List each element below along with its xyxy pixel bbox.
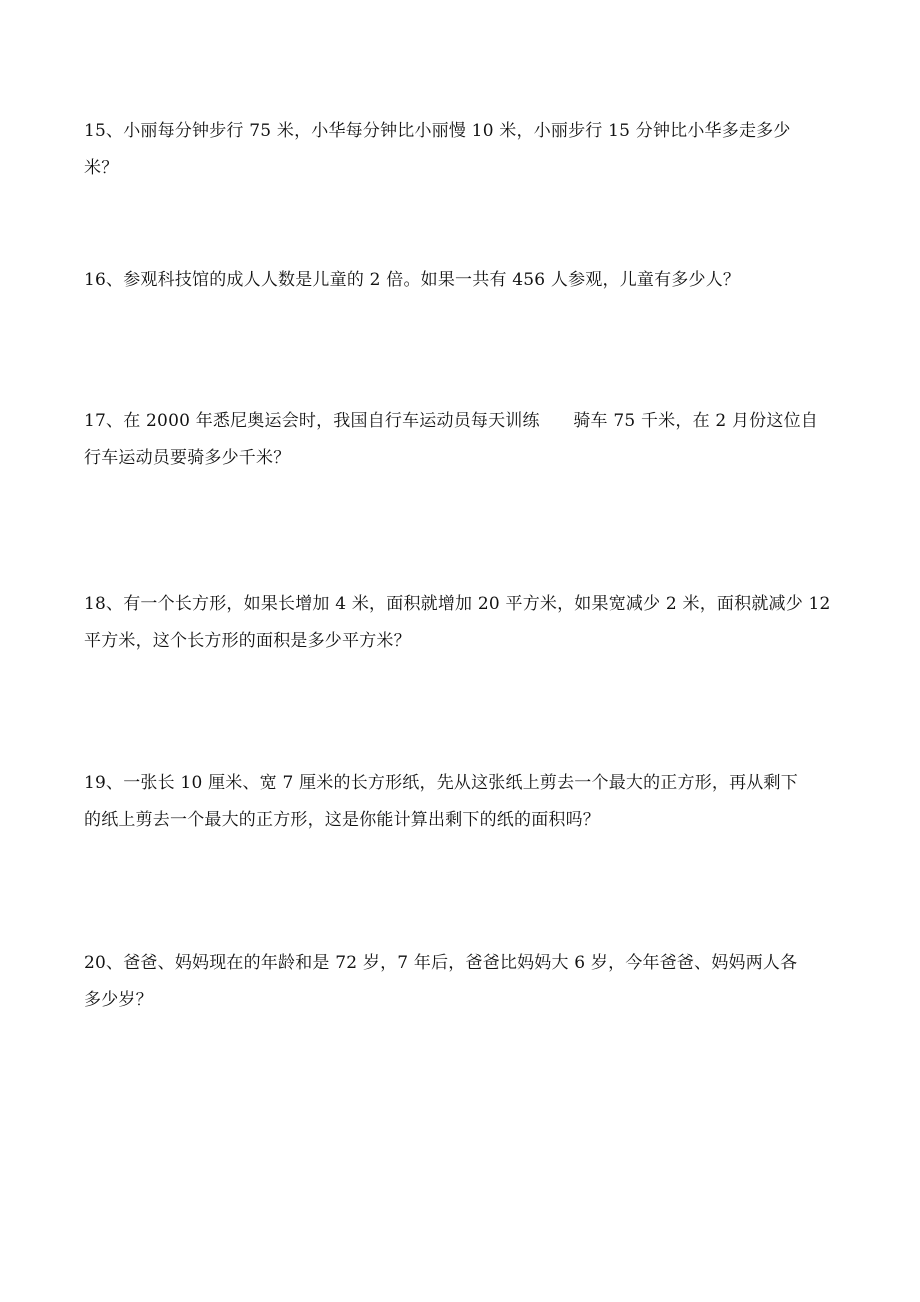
problem-20-line-2: 多少岁？ <box>84 990 153 1010</box>
problem-16-line-1: 16、参观科技馆的成人人数是儿童的 2 倍。如果一共有 456 人参观，儿童有多少人？ <box>84 270 741 290</box>
problem-18-line-2: 平方米，这个长方形的面积是多少平方米？ <box>84 631 411 651</box>
problem-18-line-1: 18、有一个长方形，如果长增加 4 米，面积就增加 20 平方米，如果宽减少 2 米，面积就减少 12 <box>84 594 831 614</box>
problem-19-line-2: 的纸上剪去一个最大的正方形，这是你能计算出剩下的纸的面积吗？ <box>84 810 600 830</box>
problem-16 <box>84 262 846 299</box>
problem-20-line-1: 20、爸爸、妈妈现在的年龄和是 72 岁，7 年后，爸爸比妈妈大 6 岁，今年爸爸、妈妈两人各 <box>84 953 798 973</box>
problem-15-line-2: 米？ <box>84 158 119 178</box>
problem-20 <box>84 945 846 1019</box>
problem-17-line-1: 17、在 2000 年悉尼奥运会时，我国自行车运动员每天训练 骑车 75 千米，在 2 月份这位自 <box>84 411 818 431</box>
problem-19-line-1: 19、一张长 10 厘米、宽 7 厘米的长方形纸，先从这张纸上剪去一个最大的正方形，再从剩下 <box>84 773 798 793</box>
problem-19 <box>84 765 846 839</box>
problem-15 <box>84 113 846 187</box>
problem-18 <box>84 586 846 660</box>
problem-17 <box>84 403 846 477</box>
problem-17-line-2: 行车运动员要骑多少千米？ <box>84 448 291 468</box>
problem-15-line-1: 15、小丽每分钟步行 75 米，小华每分钟比小丽慢 10 米，小丽步行 15 分钟比小华多走多少 <box>84 121 791 141</box>
